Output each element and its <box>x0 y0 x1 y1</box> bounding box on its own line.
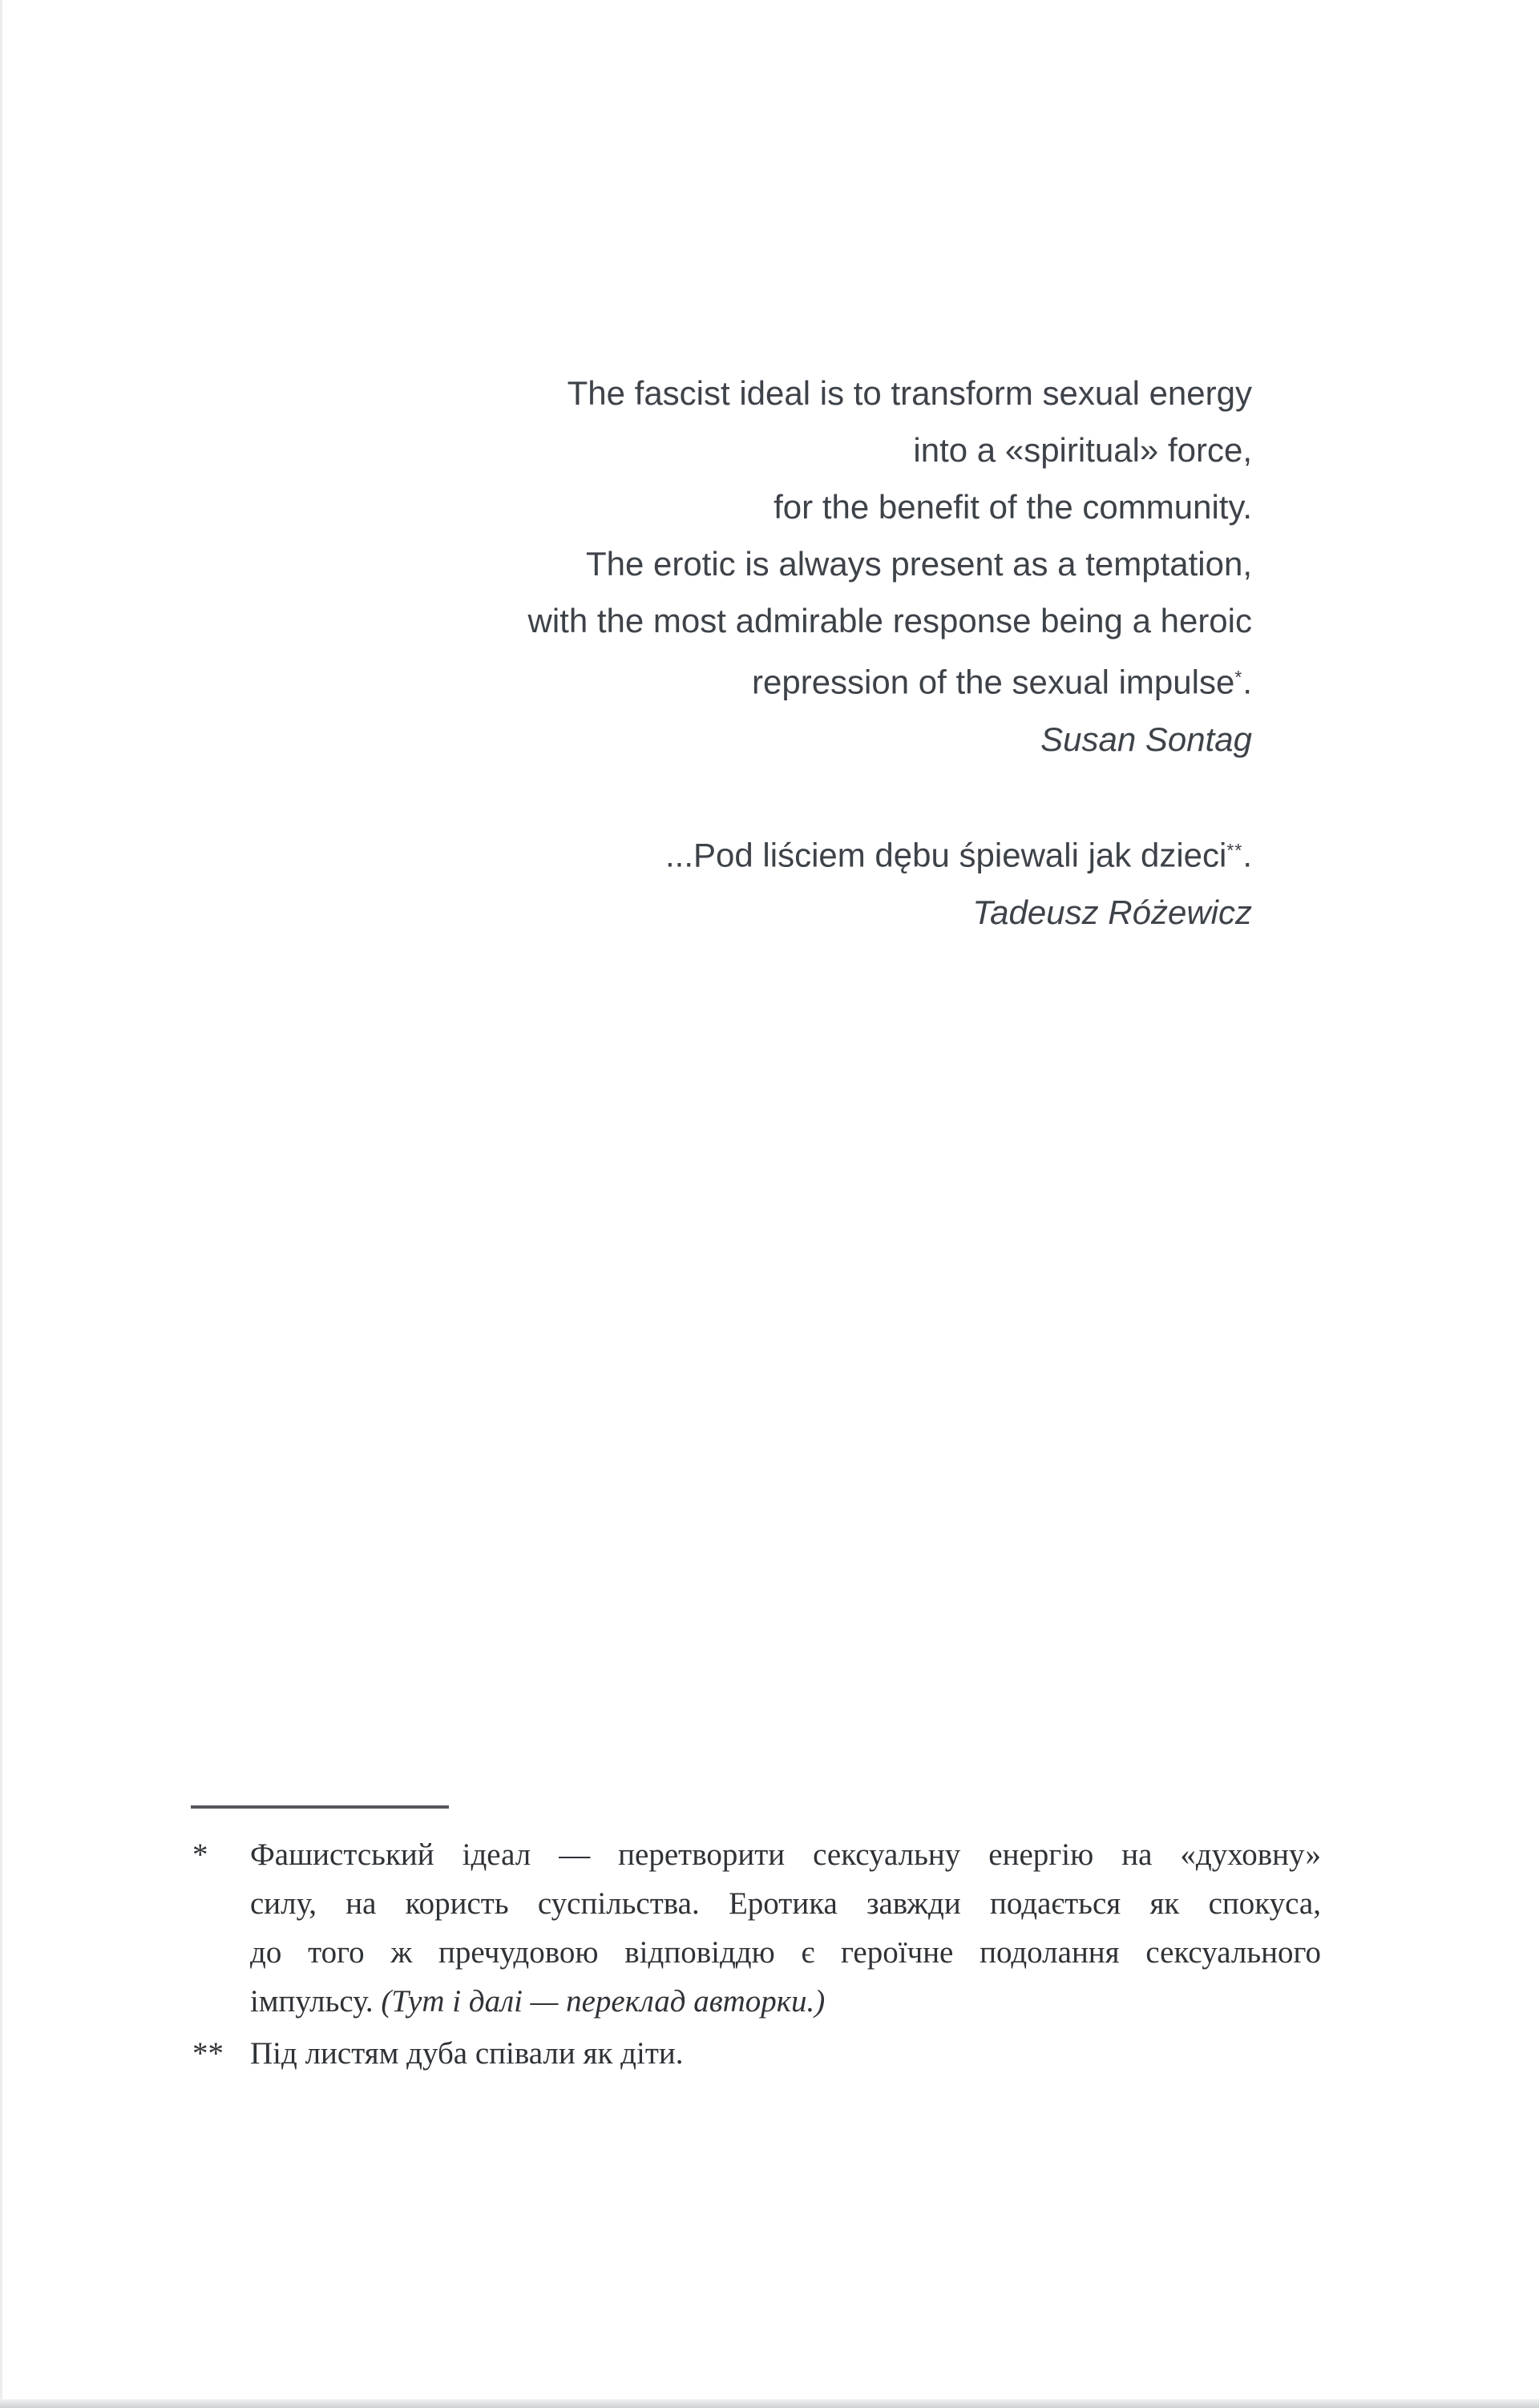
epigraph-line <box>240 649 1252 711</box>
footnote-text <box>250 2029 1321 2078</box>
page-left-edge <box>0 0 2 2408</box>
epigraph-rozewicz <box>240 822 1252 941</box>
footnote-text-plain: імпульсу. <box>250 1984 382 2019</box>
epigraph-line-text: ...Pod liściem dębu śpiewali jak dzieci <box>665 836 1227 874</box>
epigraph-line <box>240 822 1252 884</box>
epigraph-line: with the most admirable response being a heroic <box>527 602 1252 639</box>
footnote-separator <box>191 1805 449 1809</box>
page-bottom-edge <box>0 2399 1539 2408</box>
epigraph-line-tail: . <box>1242 663 1252 701</box>
footnote-text-line: до того ж пречудовою відповіддю є героїчне подолання сексуального <box>250 1935 1321 1970</box>
footnote-text <box>250 1830 1321 2026</box>
footnote-item <box>192 1830 1321 2026</box>
epigraph-attribution: Tadeusz Różewicz <box>972 893 1252 931</box>
epigraph-line-tail: . <box>1242 836 1252 874</box>
footnote-marker: * <box>192 1837 208 1872</box>
footnotes-section <box>192 1830 1321 2078</box>
footnote-text-line <box>250 1977 1321 2026</box>
footnote-reference-marker: * <box>1234 667 1243 688</box>
footnote-reference-marker: ** <box>1226 840 1243 861</box>
footnote-text-italic: (Тут і далі — переклад авторки.) <box>381 1984 826 2019</box>
epigraph-sontag <box>240 365 1252 768</box>
epigraph-line: The fascist ideal is to transform sexual energy <box>567 374 1252 412</box>
footnote-item <box>192 2029 1321 2078</box>
epigraph-line: for the benefit of the community. <box>774 488 1252 526</box>
epigraph-line: The erotic is always present as a temptation, <box>585 545 1252 583</box>
footnote-marker: ** <box>192 2036 224 2071</box>
epigraph-line: into a «spiritual» force, <box>913 431 1252 469</box>
epigraph-attribution: Susan Sontag <box>1040 720 1252 758</box>
epigraph-line-text: repression of the sexual impulse <box>752 663 1235 701</box>
footnote-text-line: Фашистський ідеал — перетворити сексуальну енергію на «духовну» <box>250 1837 1321 1872</box>
footnote-text-line: Під листям дуба співали як діти. <box>250 2036 684 2071</box>
footnote-text-line: силу, на користь суспільства. Еротика завжди подається як спокуса, <box>250 1886 1321 1921</box>
